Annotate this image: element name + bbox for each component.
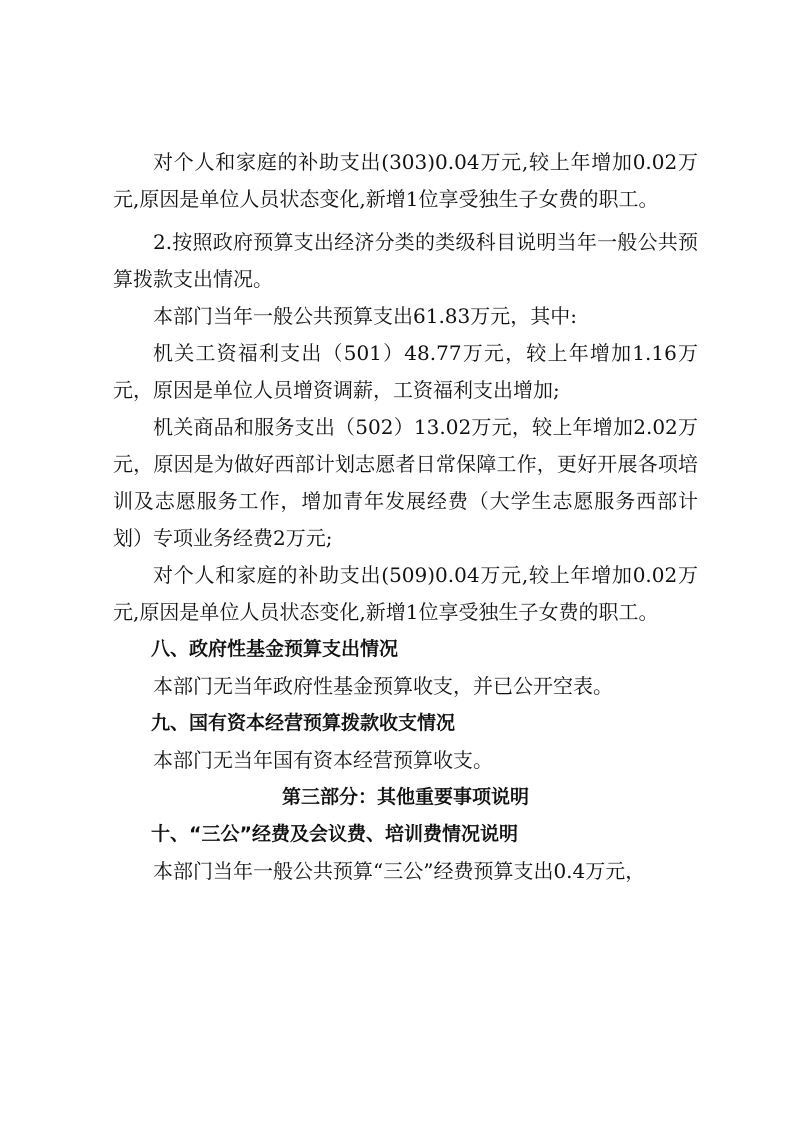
heading-section-10: 十、“三公”经费及会议费、培训费情况说明: [151, 823, 518, 845]
document-body: [113, 144, 698, 890]
heading-section-8: 八、政府性基金预算支出情况: [151, 638, 399, 660]
paragraph-salary-501: 机关工资福利支出（501）48.77万元，较上年增加1.16万元，原因是单位人员增资调薪，工资福利支出增加;: [113, 341, 698, 402]
paragraph-state-capital: 本部门无当年国有资本经营预算收支。: [153, 748, 493, 772]
heading-part-3: 第三部分：其他重要事项说明: [281, 786, 529, 808]
paragraph-government-fund: 本部门无当年政府性基金预算收支，并已公开空表。: [153, 674, 613, 698]
paragraph-economic-classification: 2.按照政府预算支出经济分类的类级科目说明当年一般公共预算拨款支出情况。: [113, 230, 698, 291]
paragraph-subsidy-303: 对个人和家庭的补助支出(303)0.04万元,较上年增加0.02万元,原因是单位人员状态变化,新增1位享受独生子女费的职工。: [113, 150, 698, 211]
paragraph-total-expenditure: 本部门当年一般公共预算支出61.83万元，其中:: [153, 304, 577, 328]
paragraph-three-public-expenses: 本部门当年一般公共预算“三公”经费预算支出0.4万元，: [153, 859, 646, 883]
paragraph-subsidy-509: 对个人和家庭的补助支出(509)0.04万元,较上年增加0.02万元,原因是单位人员状态变化,新增1位享受独生子女费的职工。: [113, 563, 698, 624]
paragraph-goods-services-502: 机关商品和服务支出（502）13.02万元，较上年增加2.02万元，原因是为做好西部计划志愿者日常保障工作，更好开展各项培训及志愿服务工作，增加青年发展经费（大学生志愿服务西部计划）专项业务经费2万元;: [113, 415, 698, 550]
heading-section-9: 九、国有资本经营预算拨款收支情况: [151, 712, 456, 734]
